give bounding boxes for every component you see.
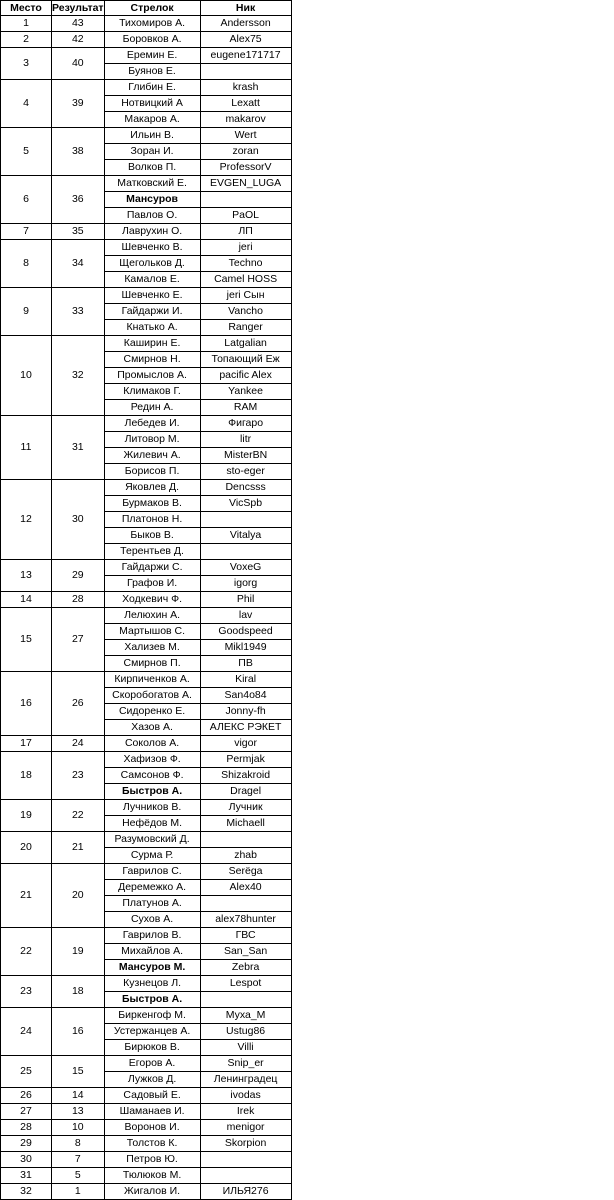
table-row [1, 1008, 292, 1024]
score-cell: 39 [52, 80, 105, 128]
place-cell: 4 [1, 80, 52, 128]
shooter-cell: Зоран И. [104, 144, 200, 160]
score-cell: 7 [52, 1152, 105, 1168]
shooter-cell: Боровков А. [104, 32, 200, 48]
nick-cell: Ustug86 [200, 1024, 291, 1040]
nick-cell: Vancho [200, 304, 291, 320]
nick-cell: sto-eger [200, 464, 291, 480]
place-cell: 11 [1, 416, 52, 480]
place-cell: 2 [1, 32, 52, 48]
score-cell: 19 [52, 928, 105, 976]
nick-cell: MisterBN [200, 448, 291, 464]
nick-cell: Techno [200, 256, 291, 272]
nick-cell: Villi [200, 1040, 291, 1056]
nick-cell: San_San [200, 944, 291, 960]
shooter-cell: Сухов А. [104, 912, 200, 928]
score-cell: 43 [52, 16, 105, 32]
score-cell: 13 [52, 1104, 105, 1120]
score-cell: 14 [52, 1088, 105, 1104]
nick-cell: Michaell [200, 816, 291, 832]
nick-cell: eugene171717 [200, 48, 291, 64]
score-cell: 1 [52, 1184, 105, 1200]
nick-cell: Ленинградец [200, 1072, 291, 1088]
table-row [1, 672, 292, 688]
place-cell: 29 [1, 1136, 52, 1152]
shooter-cell: Смирнов Н. [104, 352, 200, 368]
shooter-cell: Гаврилов В. [104, 928, 200, 944]
table-row [1, 736, 292, 752]
place-cell: 28 [1, 1120, 52, 1136]
shooter-cell: Мансуров М. [104, 960, 200, 976]
nick-cell: igorg [200, 576, 291, 592]
nick-cell: ЛП [200, 224, 291, 240]
shooter-cell: Толстов К. [104, 1136, 200, 1152]
shooter-cell: Хализев М. [104, 640, 200, 656]
nick-cell: Camel HOSS [200, 272, 291, 288]
score-cell: 22 [52, 800, 105, 832]
shooter-cell: Терентьев Д. [104, 544, 200, 560]
score-cell: 15 [52, 1056, 105, 1088]
nick-cell: VicSpb [200, 496, 291, 512]
shooter-cell: Сурма Р. [104, 848, 200, 864]
shooter-cell: Деремежко А. [104, 880, 200, 896]
shooter-cell: Щегольков Д. [104, 256, 200, 272]
score-cell: 36 [52, 176, 105, 224]
table-row [1, 224, 292, 240]
nick-cell: ProfessorV [200, 160, 291, 176]
shooter-cell: Биркенгоф М. [104, 1008, 200, 1024]
nick-cell: Yankee [200, 384, 291, 400]
place-cell: 7 [1, 224, 52, 240]
score-cell: 21 [52, 832, 105, 864]
shooter-cell: Кирпиченков А. [104, 672, 200, 688]
shooter-cell: Воронов И. [104, 1120, 200, 1136]
table-row [1, 1120, 292, 1136]
nick-cell: litr [200, 432, 291, 448]
score-cell: 42 [52, 32, 105, 48]
table-row [1, 32, 292, 48]
place-cell: 10 [1, 336, 52, 416]
score-cell: 30 [52, 480, 105, 560]
score-cell: 16 [52, 1008, 105, 1056]
nick-cell: Топающий Еж [200, 352, 291, 368]
shooter-cell: Ильин В. [104, 128, 200, 144]
nick-cell: Shizakroid [200, 768, 291, 784]
shooter-cell: Быстров А. [104, 992, 200, 1008]
table-row [1, 1056, 292, 1072]
nick-cell: vigor [200, 736, 291, 752]
nick-cell: San4o84 [200, 688, 291, 704]
score-cell: 40 [52, 48, 105, 80]
shooter-cell: Егоров А. [104, 1056, 200, 1072]
nick-cell: АЛЕКС РЭКЕТ [200, 720, 291, 736]
table-row [1, 16, 292, 32]
nick-cell: Ranger [200, 320, 291, 336]
table-row [1, 176, 292, 192]
shooter-cell: Михайлов А. [104, 944, 200, 960]
shooter-cell: Климаков Г. [104, 384, 200, 400]
table-row [1, 1184, 292, 1200]
shooter-cell: Скоробогатов А. [104, 688, 200, 704]
header-row [1, 1, 292, 16]
shooter-cell: Матковский Е. [104, 176, 200, 192]
shooter-cell: Павлов О. [104, 208, 200, 224]
table-row [1, 608, 292, 624]
table-row [1, 1168, 292, 1184]
nick-cell: Alex40 [200, 880, 291, 896]
nick-cell: Andersson [200, 16, 291, 32]
table-row [1, 1104, 292, 1120]
shooter-cell: Гайдаржи С. [104, 560, 200, 576]
nick-cell: lav [200, 608, 291, 624]
score-cell: 24 [52, 736, 105, 752]
nick-cell [200, 1168, 291, 1184]
shooter-cell: Самсонов Ф. [104, 768, 200, 784]
nick-cell: Permjak [200, 752, 291, 768]
shooter-cell: Платонов Н. [104, 512, 200, 528]
nick-cell [200, 544, 291, 560]
shooter-cell: Глибин Е. [104, 80, 200, 96]
nick-cell: Муха_М [200, 1008, 291, 1024]
score-cell: 32 [52, 336, 105, 416]
nick-cell: RAM [200, 400, 291, 416]
table-row [1, 336, 292, 352]
table-row [1, 1136, 292, 1152]
place-cell: 26 [1, 1088, 52, 1104]
place-cell: 6 [1, 176, 52, 224]
nick-cell: Serёga [200, 864, 291, 880]
table-row [1, 240, 292, 256]
shooter-cell: Шевченко Е. [104, 288, 200, 304]
nick-cell: Vitalya [200, 528, 291, 544]
place-cell: 16 [1, 672, 52, 736]
place-cell: 8 [1, 240, 52, 288]
nick-cell: Latgalian [200, 336, 291, 352]
nick-cell: Zebra [200, 960, 291, 976]
score-cell: 10 [52, 1120, 105, 1136]
table-row [1, 480, 292, 496]
shooter-cell: Кузнецов Л. [104, 976, 200, 992]
place-cell: 23 [1, 976, 52, 1008]
shooter-cell: Редин А. [104, 400, 200, 416]
table-row [1, 800, 292, 816]
shooter-cell: Графов И. [104, 576, 200, 592]
place-cell: 9 [1, 288, 52, 336]
nick-cell [200, 832, 291, 848]
shooter-cell: Шаманаев И. [104, 1104, 200, 1120]
nick-cell: Irek [200, 1104, 291, 1120]
shooter-cell: Буянов Е. [104, 64, 200, 80]
nick-cell: makarov [200, 112, 291, 128]
shooter-cell: Платунов А. [104, 896, 200, 912]
nick-cell: Dragel [200, 784, 291, 800]
shooter-cell: Разумовский Д. [104, 832, 200, 848]
nick-cell: ПВ [200, 656, 291, 672]
shooter-cell: Кнатько А. [104, 320, 200, 336]
nick-cell: Goodspeed [200, 624, 291, 640]
shooter-cell: Сидоренко Е. [104, 704, 200, 720]
score-cell: 31 [52, 416, 105, 480]
table-row [1, 928, 292, 944]
nick-cell: jeri [200, 240, 291, 256]
header-score: Результат [52, 2, 104, 14]
nick-cell: VoxeG [200, 560, 291, 576]
nick-cell [200, 512, 291, 528]
table-row [1, 560, 292, 576]
nick-cell [200, 64, 291, 80]
shooter-cell: Устержанцев А. [104, 1024, 200, 1040]
nick-cell: Mikl1949 [200, 640, 291, 656]
place-cell: 18 [1, 752, 52, 800]
score-cell: 34 [52, 240, 105, 288]
nick-cell: ГВС [200, 928, 291, 944]
nick-cell: pacific Alex [200, 368, 291, 384]
table-row [1, 1088, 292, 1104]
shooter-cell: Шевченко В. [104, 240, 200, 256]
nick-cell: ivodas [200, 1088, 291, 1104]
place-cell: 22 [1, 928, 52, 976]
place-cell: 15 [1, 608, 52, 672]
place-cell: 14 [1, 592, 52, 608]
shooter-cell: Гайдаржи И. [104, 304, 200, 320]
shooter-cell: Бирюков В. [104, 1040, 200, 1056]
nick-cell: menigor [200, 1120, 291, 1136]
table-row [1, 592, 292, 608]
shooter-cell: Литовор М. [104, 432, 200, 448]
table-row [1, 80, 292, 96]
results-body [1, 16, 292, 1200]
place-cell: 17 [1, 736, 52, 752]
place-cell: 30 [1, 1152, 52, 1168]
shooter-cell: Лужков Д. [104, 1072, 200, 1088]
place-cell: 25 [1, 1056, 52, 1088]
nick-cell: ИЛЬЯ276 [200, 1184, 291, 1200]
nick-cell [200, 1152, 291, 1168]
shooter-cell: Промыслов А. [104, 368, 200, 384]
nick-cell: Dencsss [200, 480, 291, 496]
score-cell: 26 [52, 672, 105, 736]
table-row [1, 976, 292, 992]
nick-cell: Lexatt [200, 96, 291, 112]
table-row [1, 288, 292, 304]
nick-cell: jeri Сын [200, 288, 291, 304]
table-row [1, 864, 292, 880]
place-cell: 1 [1, 16, 52, 32]
place-cell: 5 [1, 128, 52, 176]
shooter-cell: Яковлев Д. [104, 480, 200, 496]
nick-cell: Фигаро [200, 416, 291, 432]
table-row [1, 752, 292, 768]
shooter-cell: Каширин Е. [104, 336, 200, 352]
shooter-cell: Ходкевич Ф. [104, 592, 200, 608]
nick-cell: Lespot [200, 976, 291, 992]
header-nick: Ник [200, 1, 291, 16]
table-row [1, 48, 292, 64]
shooter-cell: Мартышов С. [104, 624, 200, 640]
score-cell: 8 [52, 1136, 105, 1152]
nick-cell: Jonny-fh [200, 704, 291, 720]
score-cell: 18 [52, 976, 105, 1008]
shooter-cell: Борисов П. [104, 464, 200, 480]
nick-cell: Alex75 [200, 32, 291, 48]
place-cell: 13 [1, 560, 52, 592]
place-cell: 21 [1, 864, 52, 928]
shooter-cell: Хазов А. [104, 720, 200, 736]
score-cell: 27 [52, 608, 105, 672]
shooter-cell: Быков В. [104, 528, 200, 544]
nick-cell [200, 896, 291, 912]
nick-cell: Skorpion [200, 1136, 291, 1152]
table-row [1, 832, 292, 848]
nick-cell: alex78hunter [200, 912, 291, 928]
shooter-cell: Бурмаков В. [104, 496, 200, 512]
table-row [1, 416, 292, 432]
shooter-cell: Жилевич А. [104, 448, 200, 464]
place-cell: 20 [1, 832, 52, 864]
nick-cell: Kiral [200, 672, 291, 688]
place-cell: 24 [1, 1008, 52, 1056]
nick-cell: krash [200, 80, 291, 96]
shooter-cell: Лелюхин А. [104, 608, 200, 624]
header-shooter: Стрелок [104, 1, 200, 16]
score-cell: 33 [52, 288, 105, 336]
shooter-cell: Еремин Е. [104, 48, 200, 64]
place-cell: 31 [1, 1168, 52, 1184]
place-cell: 19 [1, 800, 52, 832]
score-cell: 20 [52, 864, 105, 928]
score-cell: 29 [52, 560, 105, 592]
nick-cell: Лучник [200, 800, 291, 816]
score-cell: 38 [52, 128, 105, 176]
nick-cell: Phil [200, 592, 291, 608]
score-cell: 28 [52, 592, 105, 608]
shooter-cell: Камалов Е. [104, 272, 200, 288]
nick-cell [200, 192, 291, 208]
nick-cell: PaOL [200, 208, 291, 224]
place-cell: 27 [1, 1104, 52, 1120]
shooter-cell: Хафизов Ф. [104, 752, 200, 768]
score-cell: 5 [52, 1168, 105, 1184]
shooter-cell: Нефёдов М. [104, 816, 200, 832]
shooter-cell: Смирнов П. [104, 656, 200, 672]
shooter-cell: Жигалов И. [104, 1184, 200, 1200]
nick-cell: zoran [200, 144, 291, 160]
shooter-cell: Петров Ю. [104, 1152, 200, 1168]
shooter-cell: Нотвицкий А [104, 96, 200, 112]
shooter-cell: Тюлюков М. [104, 1168, 200, 1184]
shooter-cell: Мансуров [104, 192, 200, 208]
score-cell: 23 [52, 752, 105, 800]
shooter-cell: Лучников В. [104, 800, 200, 816]
table-row [1, 1152, 292, 1168]
place-cell: 12 [1, 480, 52, 560]
shooter-cell: Садовый Е. [104, 1088, 200, 1104]
shooter-cell: Тихомиров А. [104, 16, 200, 32]
nick-cell: Snip_er [200, 1056, 291, 1072]
nick-cell: Wert [200, 128, 291, 144]
shooter-cell: Макаров А. [104, 112, 200, 128]
shooter-cell: Лебедев И. [104, 416, 200, 432]
shooter-cell: Волков П. [104, 160, 200, 176]
nick-cell: EVGEN_LUGA [200, 176, 291, 192]
results-table [0, 0, 292, 1200]
shooter-cell: Лаврухин О. [104, 224, 200, 240]
place-cell: 3 [1, 48, 52, 80]
nick-cell: zhab [200, 848, 291, 864]
header-place: Место [1, 1, 52, 16]
score-cell: 35 [52, 224, 105, 240]
table-row [1, 128, 292, 144]
nick-cell [200, 992, 291, 1008]
shooter-cell: Быстров А. [104, 784, 200, 800]
shooter-cell: Гаврилов С. [104, 864, 200, 880]
place-cell: 32 [1, 1184, 52, 1200]
shooter-cell: Соколов А. [104, 736, 200, 752]
